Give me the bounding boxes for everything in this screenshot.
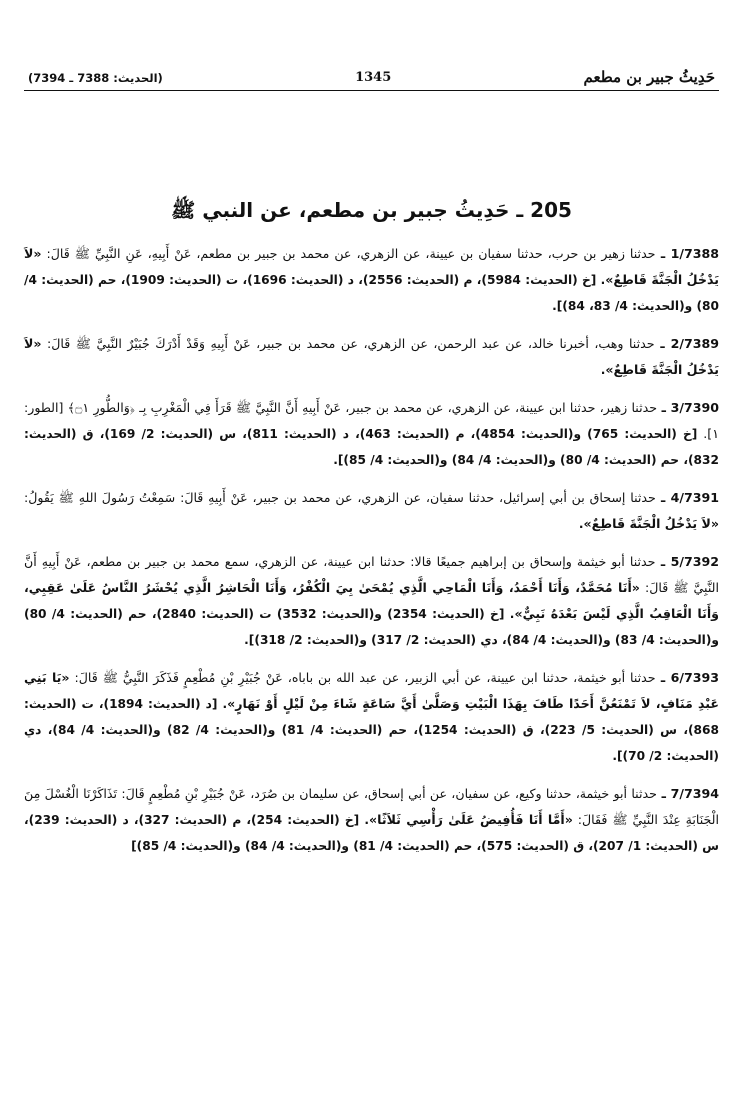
hadith-range: (الحديث: 7388 ـ 7394) <box>28 71 163 85</box>
hadith-references: . [خ (الحديث: 2354) و(الحديث: 3532) ت (الحديث: 2840)، حم (الحديث: 4/ 80) و(الحديث: 4/ 83) و(الحديث: 4/ 84)، دي (الحديث: 2/ 317) و(الحديث: 2/ 318)]. <box>24 607 719 647</box>
hadith-paragraph <box>24 241 719 319</box>
hadith-references: [خ (الحديث: 765) و(الحديث: 4854)، م (الحديث: 463)، د (الحديث: 811)، س (الحديث: 2/ 169)، ق (الحديث: 832)، حم (الحديث: 4/ 80) و(الحديث: 4/ 84) و(الحديث: 4/ 85)]. <box>24 427 719 467</box>
hadith-matn: «لاَ يَدْخُلُ الْجَنَّةَ قَاطِعٌ» <box>24 336 719 377</box>
hadith-paragraph <box>24 485 719 537</box>
hadith-references: . [خ (الحديث: 254)، م (الحديث: 327)، د (الحديث: 239)، س (الحديث: 1/ 207)، ق (الحديث: 575)، حم (الحديث: 4/ 81) و(الحديث: 4/ 84) و(الحديث: 4/ 85)] <box>24 813 719 853</box>
hadith-paragraph <box>24 395 719 473</box>
hadith-isnad: حدثنا وهب، أخبرنا خالد، عن عبد الرحمن، عن الزهري، عن محمد بن جبير، عَنْ أَبِيهِ وَقَدْ أَدْرَكَ جُبَيْرٌ النَّبِيَّ ﷺ قَالَ: <box>41 336 655 351</box>
hadith-matn: «لاَ يَدْخُلُ الْجَنَّةَ قَاطِعٌ» <box>583 516 719 531</box>
hadith-isnad: حدثنا إسحاق بن أبي إسرائيل، حدثنا سفيان، عن الزهري، عن محمد بن جبير، عَنْ أَبِيهِ قَالَ: سَمِعْتُ رَسُولَ اللهِ ﷺ يَقُولُ: <box>24 490 656 505</box>
hadith-number: 5/7392 ـ <box>655 554 719 569</box>
hadith-isnad: حدثنا زهير، حدثنا ابن عيينة، عن الزهري، عن محمد بن جبير، عَنْ أَبِيهِ أَنَّ النَّبِيَّ ﷺ قَرَأَ فِي الْمَغْرِبِ بِـ ﴿وَالطُّورِ ۝١﴾ [الطور: ١]. <box>24 400 719 441</box>
hadith-number: 6/7393 ـ <box>655 670 719 685</box>
page-header <box>24 62 719 91</box>
hadith-references: . <box>600 363 606 377</box>
hadith-isnad: حدثنا أبو خيثمة، حدثنا وكيع، عن سفيان، عن أبي إسحاق، عن سليمان بن صُرَد، عَنْ جُبَيْرِ بْنِ مُطْعِمٍ قَالَ: تَذَاكَرْنَا الْغُسْلَ مِنَ الْجَنَابَةِ عِنْدَ النَّبِيِّ ﷺ فَقَالَ: <box>24 786 719 827</box>
hadith-references: . <box>578 517 584 531</box>
book-page <box>24 62 719 871</box>
hadith-paragraph <box>24 781 719 859</box>
page-number: 1345 <box>355 70 392 85</box>
hadith-matn: «أَنَا مُحَمَّدٌ، وَأَنَا أَحْمَدُ، وَأَنَا الْمَاحِي الَّذِي يُمْحَىٰ بِيَ الْكُفْرُ، وَأَنَا الْحَاشِرُ الَّذِي يُحْشَرُ النَّاسُ عَلَىٰ عَقِبِي، وَأَنَا الْعَاقِبُ الَّذِي لَيْسَ بَعْدَهُ نَبِيٌّ» <box>24 580 719 621</box>
hadith-number: 1/7388 ـ <box>655 246 719 261</box>
hadith-references: . [خ (الحديث: 5984)، م (الحديث: 2556)، د (الحديث: 1696)، ت (الحديث: 1909)، حم (الحديث: 4/ 80) و(الحديث: 4/ 83، 84)]. <box>24 273 719 313</box>
hadith-isnad: حدثنا أبو خيثمة وإسحاق بن إبراهيم جميعًا قالا: حدثنا ابن عيينة، عن الزهري، سمع محمد بن جبير بن مطعم، عَنْ أَبِيهِ أَنَّ النَّبِيَّ ﷺ قَالَ: <box>24 554 719 595</box>
chapter-title: 205 ـ حَدِيثُ جبير بن مطعم، عن النبي ﷺ <box>171 198 572 222</box>
hadith-paragraph <box>24 665 719 769</box>
hadith-matn: «لاَ يَدْخُلُ الْجَنَّةَ قَاطِعٌ» <box>24 246 719 287</box>
hadith-paragraph <box>24 549 719 653</box>
hadith-number: 4/7391 ـ <box>655 490 719 505</box>
hadith-number: 2/7389 ـ <box>654 336 719 351</box>
hadith-number: 7/7394 ـ <box>656 786 719 801</box>
hadith-references: . [د (الحديث: 1894)، ت (الحديث: 868)، س (الحديث: 5/ 223)، ق (الحديث: 1254)، حم (الحديث: 4/ 81) و(الحديث: 4/ 82) و(الحديث: 4/ 84)، دي (الحديث: 2/ 70)]. <box>24 697 719 763</box>
hadith-matn: «أَمَّا أَنَا فَأُفِيضُ عَلَىٰ رَأْسِي ثَلاَثًا» <box>369 812 573 827</box>
hadith-matn: «يَا بَنِي عَبْدِ مَنَافٍ، لاَ تَمْنَعُنَّ أَحَدًا طَافَ بِهَذَا الْبَيْتِ وَصَلَّىٰ أَيَّ سَاعَةٍ شَاءَ مِنْ لَيْلٍ أَوْ نَهَارٍ» <box>24 670 719 711</box>
hadith-paragraph <box>24 331 719 383</box>
hadith-number: 3/7390 ـ <box>656 400 719 415</box>
running-title: حَدِيثُ جبير بن مطعم <box>583 68 715 86</box>
hadith-isnad: حدثنا زهير بن حرب، حدثنا سفيان بن عيينة، عن الزهري، عن محمد بن جبير بن مطعم، عَنْ أَبِيهِ، عَنِ النَّبِيِّ ﷺ قَالَ: <box>41 246 656 261</box>
hadith-isnad: حدثنا أبو خيثمة، حدثنا ابن عيينة، عن أبي الزبير، عن عبد الله بن باباه، عَنْ جُبَيْرِ بْنِ مُطْعِمٍ فَذَكَرَ النَّبِيُّ ﷺ قَالَ: <box>69 670 656 685</box>
